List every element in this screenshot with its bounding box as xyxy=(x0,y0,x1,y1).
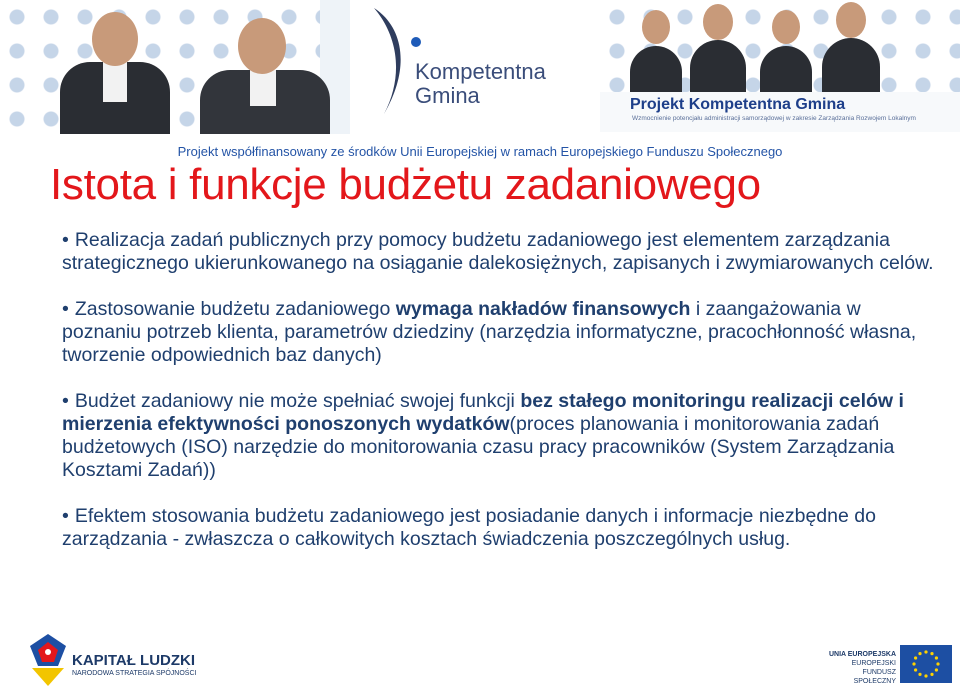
bullet-item xyxy=(62,390,942,482)
eu-flag-icon xyxy=(900,645,952,683)
bullet-text: Realizacja zadań publicznych przy pomocy budżetu zadaniowego jest elementem zarządzania strategicznego ukierunkowanego na osiąganie dalekosiężnych, zapisanych i zwymiarowanych celów. xyxy=(62,229,934,274)
bullet-dot-icon: • xyxy=(62,298,69,320)
bullet-dot-icon: • xyxy=(62,229,69,251)
cofinancing-line: Projekt współfinansowany ze środków Unii Europejskiej w ramach Europejskiego Funduszu Społecznego xyxy=(177,144,783,159)
logo-line2: Gmina xyxy=(415,83,480,108)
kapital-ludzki-subtitle: NARODOWA STRATEGIA SPÓJNOŚCI xyxy=(72,670,197,677)
bullet-text: (proces planowania i monitorowania zadań budżetowych (ISO) narzędzie do monitorowania czasu pracy pracowników (System Zarządzania Kosztami Zadań)) xyxy=(62,413,895,481)
logo-text xyxy=(415,60,546,108)
bullet-text-bold: bez stałego monitoringu realizacji celów i mierzenia efektywności ponoszonych wydatków xyxy=(62,390,904,435)
eu-label-line3: FUNDUSZ SPOŁECZNY xyxy=(853,669,896,685)
logo-line1: Kompetentna xyxy=(415,59,546,84)
bullet-item xyxy=(62,298,942,367)
kapital-ludzki-title: KAPITAŁ LUDZKI xyxy=(72,652,196,669)
eu-label xyxy=(820,650,896,686)
slide-title: Istota i funkcje budżetu zadaniowego xyxy=(50,160,761,209)
bullet-text: Efektem stosowania budżetu zadaniowego jest posiadanie danych i informacje niezbędne do zarządzania - zwłaszcza o całkowitych kosztach świadczenia poszczególnych usług. xyxy=(62,505,876,550)
kapital-ludzki-logo-icon xyxy=(28,632,68,688)
bullet-dot-icon: • xyxy=(62,505,69,527)
bullet-dot-icon: • xyxy=(62,390,69,412)
bullet-text: Budżet zadaniowy nie może spełniać swojej funkcji xyxy=(74,390,521,412)
bullet-text: Zastosowanie budżetu zadaniowego xyxy=(74,298,396,320)
bullet-item xyxy=(62,229,942,275)
bullet-item xyxy=(62,505,942,551)
eu-label-line2: EUROPEJSKI xyxy=(851,660,896,667)
project-subtitle: Wzmocnienie potencjału administracji samorządowej w zakresie Zarządzania Rozwojem Lokalnym xyxy=(632,115,916,122)
eu-label-line1: UNIA EUROPEJSKA xyxy=(828,651,896,658)
header-banner xyxy=(0,0,960,134)
bullet-list xyxy=(62,229,942,551)
bullet-text-bold: wymaga nakładów finansowych xyxy=(395,298,691,320)
bullet-text: i zaangażowania w poznaniu potrzeb klienta, parametrów dziedziny (narzędzia informatyczne, pracochłonność własna, tworzenie odpowiednich baz danych) xyxy=(62,298,917,366)
project-title: Projekt Kompetentna Gmina xyxy=(630,96,846,113)
